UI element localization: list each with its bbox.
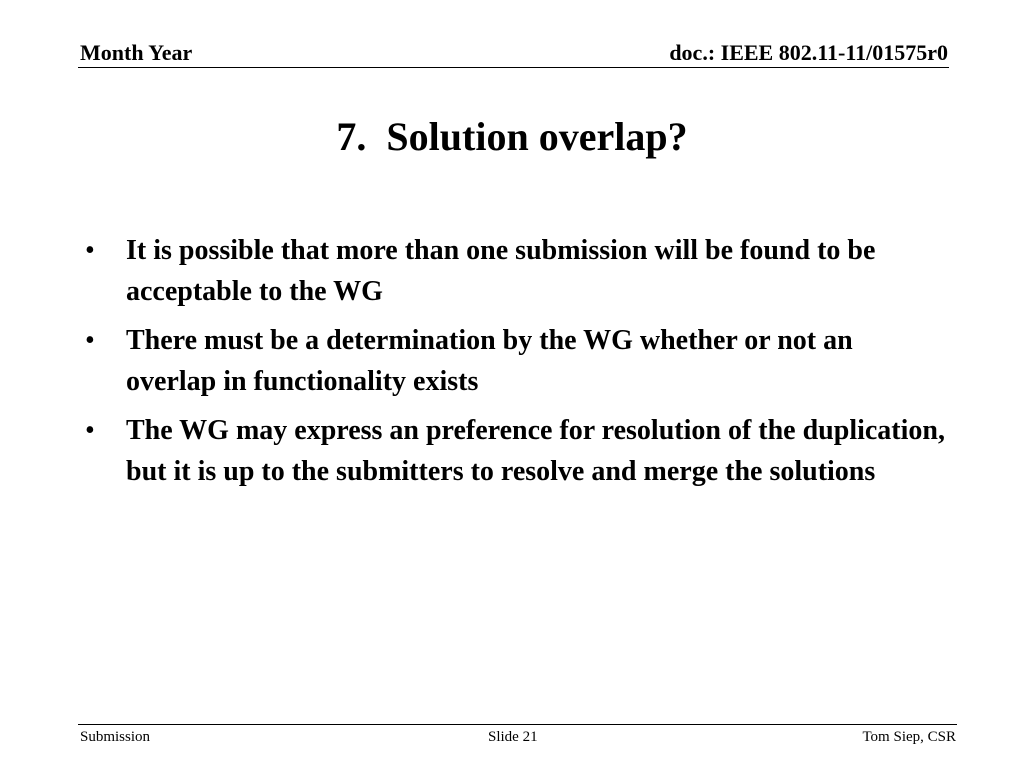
header-doc-id: doc.: IEEE 802.11-11/01575r0: [669, 40, 948, 65]
bullet-text: It is possible that more than one submission will be found to be acceptable to the WG: [126, 235, 876, 307]
bullet-item: [85, 410, 945, 492]
bullet-item: [85, 230, 945, 312]
bullet-icon: •: [85, 415, 95, 446]
footer-author: Tom Siep, CSR: [862, 729, 956, 745]
bullet-icon: •: [85, 235, 95, 266]
slide-number: Slide 21: [488, 729, 538, 745]
bullet-icon: •: [85, 325, 95, 356]
header-divider: [78, 67, 949, 68]
header-date: Month Year: [80, 40, 193, 65]
bullet-item: [85, 320, 945, 402]
footer-submission: Submission: [80, 729, 151, 745]
bullet-text: There must be a determination by the WG whether or not an overlap in functionality exists: [126, 325, 853, 397]
bullet-text: The WG may express an preference for resolution of the duplication, but it is up to the submitters to resolve and merge the solutions: [126, 415, 945, 487]
bullet-list: [85, 230, 945, 500]
slide-title: 7. Solution overlap?: [336, 114, 688, 159]
footer-divider: [78, 724, 957, 725]
